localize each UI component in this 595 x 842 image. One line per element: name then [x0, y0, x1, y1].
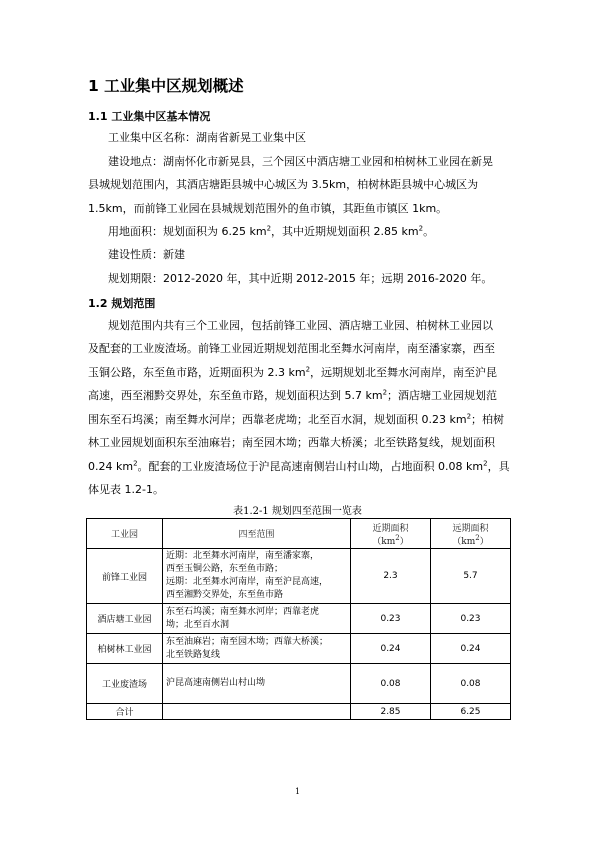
- scope-text: ，具: [487, 460, 510, 473]
- scope-line-7: [88, 459, 510, 474]
- table-caption: 表1.2-1 规划四至范围一览表: [233, 506, 362, 517]
- area-text-c: 。: [423, 225, 435, 238]
- park-cell: 柏树林工业园: [87, 634, 163, 664]
- page-number: 1: [294, 787, 301, 796]
- park-cell: 前锋工业园: [87, 549, 163, 604]
- park-name-line: 工业集中区名称：湖南省新晃工业集中区: [108, 131, 306, 144]
- range-line: 西至湘黔交界处，东至鱼市路: [166, 590, 284, 600]
- scope-line-8: 体见表 1.2-1。: [88, 483, 164, 496]
- site-line-3: 1.5km，而前锋工业园在县城规划范围外的鱼市镇，其距鱼市镇区 1km。: [88, 202, 448, 215]
- section-heading-1-2: 1.2 规划范围: [88, 297, 156, 310]
- unit-text: （km: [372, 536, 396, 547]
- period-line: 规划期限：2012-2020 年，其中近期 2012-2015 年；远期 2016-2020 年。: [108, 272, 493, 285]
- header-park: 工业园: [87, 519, 163, 549]
- total-far: 6.25: [431, 704, 511, 720]
- scope-text: 围东至石坞溪；南至舞水河岸；西靠老虎坳；北至百水洞，规划面积 0.23 km: [88, 413, 467, 426]
- header-near: [351, 519, 431, 549]
- table-total-row: [87, 704, 511, 720]
- scope-text: ；酒店塘工业园规划范: [387, 389, 498, 402]
- scope-text: ，远期规划北至舞水河南岸，南至沪昆: [310, 366, 498, 379]
- scope-text: ；柏树: [471, 413, 505, 426]
- site-line-2: 县城规划范围内，其酒店塘距县城中心城区为 3.5km，柏树林距县城中心城区为: [88, 178, 479, 191]
- superscript: 2: [466, 412, 472, 421]
- superscript: 2: [266, 224, 272, 233]
- area-line: [108, 224, 434, 239]
- area-text-a: 用地面积：规划面积为 6.25 km: [108, 225, 267, 238]
- table-row: [87, 664, 511, 704]
- scope-line-4: [88, 388, 497, 403]
- near-area-cell: 0.23: [351, 604, 431, 634]
- nature-line: 建设性质：新建: [108, 248, 185, 261]
- far-area-cell: 5.7: [431, 549, 511, 604]
- scope-line-2: 及配套的工业废渣场。前锋工业园近期规划范围北至舞水河南岸，南至潘家寨，西至: [88, 342, 495, 355]
- range-line: 近期：北至舞水河南岸，南至潘家寨，: [166, 551, 320, 561]
- park-cell: 酒店塘工业园: [87, 604, 163, 634]
- range-line: 西至玉铜公路，东至鱼市路；: [166, 564, 284, 574]
- header-near-label: 近期面积: [372, 523, 409, 534]
- range-line: 东至油麻岩；南至园木坳；西靠大桥溪；: [166, 636, 329, 647]
- range-cell: [163, 634, 351, 664]
- header-far: [431, 519, 511, 549]
- range-cell: [163, 664, 351, 704]
- far-area-cell: 0.08: [431, 664, 511, 704]
- range-line: 坳；北至百水洞: [166, 619, 230, 630]
- range-line: 东至石坞溪；南至舞水河岸；西靠老虎: [166, 606, 320, 617]
- area-text-b: ，其中近期规划面积 2.85 km: [271, 225, 419, 238]
- far-area-cell: 0.24: [431, 634, 511, 664]
- superscript: 2: [418, 224, 424, 233]
- superscript: 2: [475, 533, 480, 542]
- range-line: 远期：北至舞水河南岸，南至沪昆高速，: [166, 577, 329, 587]
- range-cell: [163, 549, 351, 604]
- table-row: [87, 549, 511, 604]
- scope-text: 玉铜公路，东至鱼市路，近期面积为 2.3 km: [88, 366, 306, 379]
- near-area-cell: 0.24: [351, 634, 431, 664]
- header-far-label: 远期面积: [452, 523, 489, 534]
- table-row: [87, 604, 511, 634]
- scope-line-5: [88, 412, 504, 427]
- far-area-cell: 0.23: [431, 604, 511, 634]
- total-near: 2.85: [351, 704, 431, 720]
- scope-text: 。配套的工业废渣场位于沪昆高速南侧岩山村山坳，占地面积 0.08 km: [137, 460, 484, 473]
- scope-text: 0.24 km: [88, 460, 134, 473]
- superscript: 2: [395, 533, 400, 542]
- chapter-heading: 1 工业集中区规划概述: [88, 77, 244, 95]
- range-line: 沪昆高速南侧岩山村山坳: [166, 678, 266, 688]
- header-range: 四至范围: [163, 519, 351, 549]
- range-line: 北至铁路复线: [166, 649, 221, 660]
- scope-line-1: 规划范围内共有三个工业园，包括前锋工业园、酒店塘工业园、柏树林工业园以: [108, 319, 493, 332]
- park-cell: 工业废渣场: [87, 664, 163, 704]
- superscript: 2: [133, 459, 138, 468]
- scope-text: 高速，西至湘黔交界处，东至鱼市路，规划面积达到 5.7 km: [88, 389, 383, 402]
- planning-scope-table: [86, 518, 511, 720]
- total-label: 合计: [87, 704, 163, 720]
- site-line-1: 建设地点：湖南怀化市新晃县，三个园区中酒店塘工业园和柏树林工业园在新晃: [108, 155, 493, 168]
- unit-text: ）: [399, 536, 409, 547]
- unit-text: （km: [452, 536, 476, 547]
- range-cell: [163, 604, 351, 634]
- superscript: 2: [382, 388, 388, 397]
- scope-line-6: 林工业园规划面积东至油麻岩；南至园木坳；西靠大桥溪；北至铁路复线，规划面积: [88, 436, 495, 449]
- superscript: 2: [305, 365, 311, 374]
- near-area-cell: 0.08: [351, 664, 431, 704]
- superscript: 2: [483, 459, 488, 468]
- table-row: [87, 634, 511, 664]
- unit-text: ）: [479, 536, 489, 547]
- scope-line-3: [88, 365, 497, 380]
- near-area-cell: 2.3: [351, 549, 431, 604]
- table-header-row: [87, 519, 511, 549]
- section-heading-1-1: 1.1 工业集中区基本情况: [88, 110, 211, 123]
- total-range-empty: [163, 704, 351, 720]
